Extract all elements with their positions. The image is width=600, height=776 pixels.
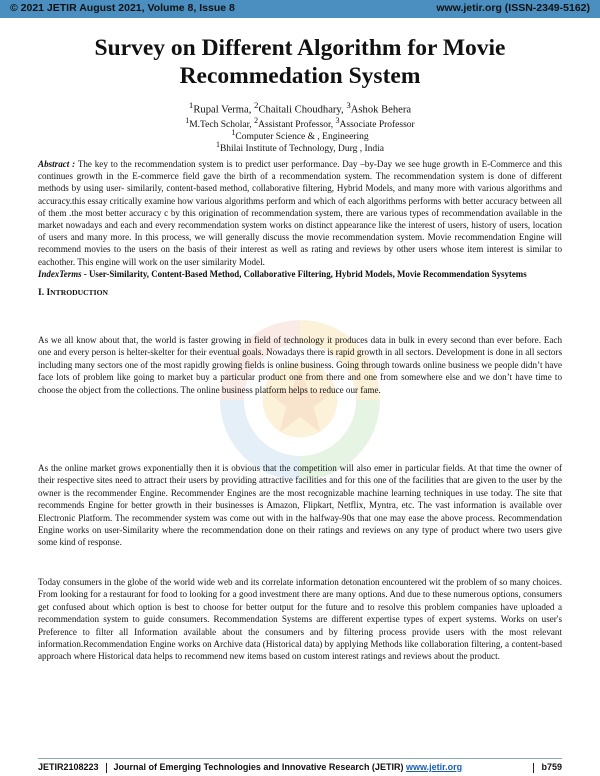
intro-paragraph-2: As the online market grows exponentially then it is obvious that the competition will also emer in particular fields. At that time the owner of their respective sites need to attract their users by providing attractive facilities and for this one of the facilities that are given to the user by the owner is the recommender Engine. Recommender Engines are the most recognizable machine learning techniques in use today. The site that recommends Engine for better growth in their businesses is Amazon, Flipkart, Netflix, Myntra, etc. The vast information is available over Electronic Platform. The recommender system was come out with in the halfway-90s that one may ease the above process. Recommendation Engine works on user-Similarity where the recommendation done on their ratings and reviews on any type of product where two users give some kind of response. [38,463,562,548]
page-number-group [526,762,562,773]
footer-divider [38,758,562,759]
journal-link[interactable]: www.jetir.org [405,762,463,772]
aff-text: Associate Professor [339,120,415,131]
author-name: Rupal Verma, [193,104,255,116]
section-heading [38,287,108,299]
author-name: Chaitali Choudhary, [258,104,347,116]
aff-text: Computer Science & , Engineering [235,132,369,143]
footer-separator [106,763,107,773]
aff-text: M.Tech Scholar, [189,120,255,131]
aff-sup: 2 [254,116,259,125]
author-name: Ashok Behera [350,104,412,116]
author-sup: 3 [346,100,351,110]
intro-paragraph-1: As we all know about that, the world is faster growing in field of technology it produces data in bulk in every second than ever before. Each one and every person is helter-skelter for their eventual goals. Nowadays there is rapid growth in all sectors. Development is done in all sectors including many sectors one of the most rapidly growing fields is online business. Going through towards online business we people didn’t have face lots of problem like going to market buy a particular product one from there and one from somewhere else and we don’t have time to choose the object from the collections. The online business platform helps to reduce our fame. [38,335,562,395]
journal-issue-header: © 2021 JETIR August 2021, Volume 8, Issue 8 [10,2,235,14]
page-number: b759 [541,762,562,772]
section-number: I. I [38,288,51,298]
abstract-text: The key to the recommendation system is to predict user performance. Day –by-Day we see huge growth in E-Commerce and this continues growth in the E-commerce field gave the birth of a recommendation system. The recommendation system is done of different methods by using user- similarily, content-based method, collaborative filtering, Hybrid Models, and many more with various algorithms and accuracy.this essay critically examine how various algorithms perform and which of each algorithms performs with better accuracy between all of them .the most better accuracy c by this origination of recommendation system, there are various types of recommendation available in the market nowadays and each and every recommendation system works on distinct appearance like the interest of users, history of users, location of users and many more. In this process, we will generally discuss the movie recommendation system. Movie recommendation Engine will recommend movies to the users on the basis of their interest as well as rating and reviews by other users whose item interest is similar to eachother. This engine will work on the user similarity Model. [38,159,562,267]
journal-name: Journal of Emerging Technologies and Innovative Research (JETIR) [113,762,406,772]
affiliation-institute [40,139,560,155]
paper-id: JETIR2108223 [38,762,99,772]
aff-sup: 1 [215,140,220,149]
page-footer [38,762,562,773]
index-terms-text: - User-Similarity, Content-Based Method, Collaborative Filtering, Hybrid Models, Movie Recommendation Sysytems [81,269,527,279]
aff-text: Assistant Professor, [258,120,336,131]
footer-separator [533,763,534,773]
aff-sup: 3 [335,116,340,125]
aff-sup: 1 [231,128,236,137]
intro-paragraph-3: Today consumers in the globe of the world wide web and its correlate information detonation encountered wit the problem of so many choices. From looking for a restaurant for food to looking for a good investment there are many options. And due to these numerous options, consumers get confused about which option is best to choose for better output for the future and to resolve this problem companies have uploaded a recommendation system to guide consumers. Recommendation Systems are different expertise types of expert systems. Works on user's Preference to filter all Information available about the consumers and by filtering process provide users with the most relevant information.Recommendation Engine works on Archive data (Historical data) by applying Methods like collaboration filtering, a content-based approach where Historical data helps to recommend new items based on custom interest ratings and reviews about the product. [38,577,562,662]
aff-text: Bhilai Institute of Technology, Durg , India [219,144,385,155]
author-sup: 2 [254,100,259,110]
section-name: NTRODUCTION [50,288,108,297]
paper-title: Survey on Different Algorithm for Movie Recommedation System [94,35,506,89]
index-terms-label: IndexTerms [38,269,82,279]
aff-sup: 1 [185,116,190,125]
journal-site-header[interactable]: www.jetir.org (ISSN-2349-5162) [436,2,590,14]
author-sup: 1 [188,100,194,110]
abstract [38,158,562,268]
index-terms [38,268,578,280]
abstract-label: Abstract : [38,159,76,169]
